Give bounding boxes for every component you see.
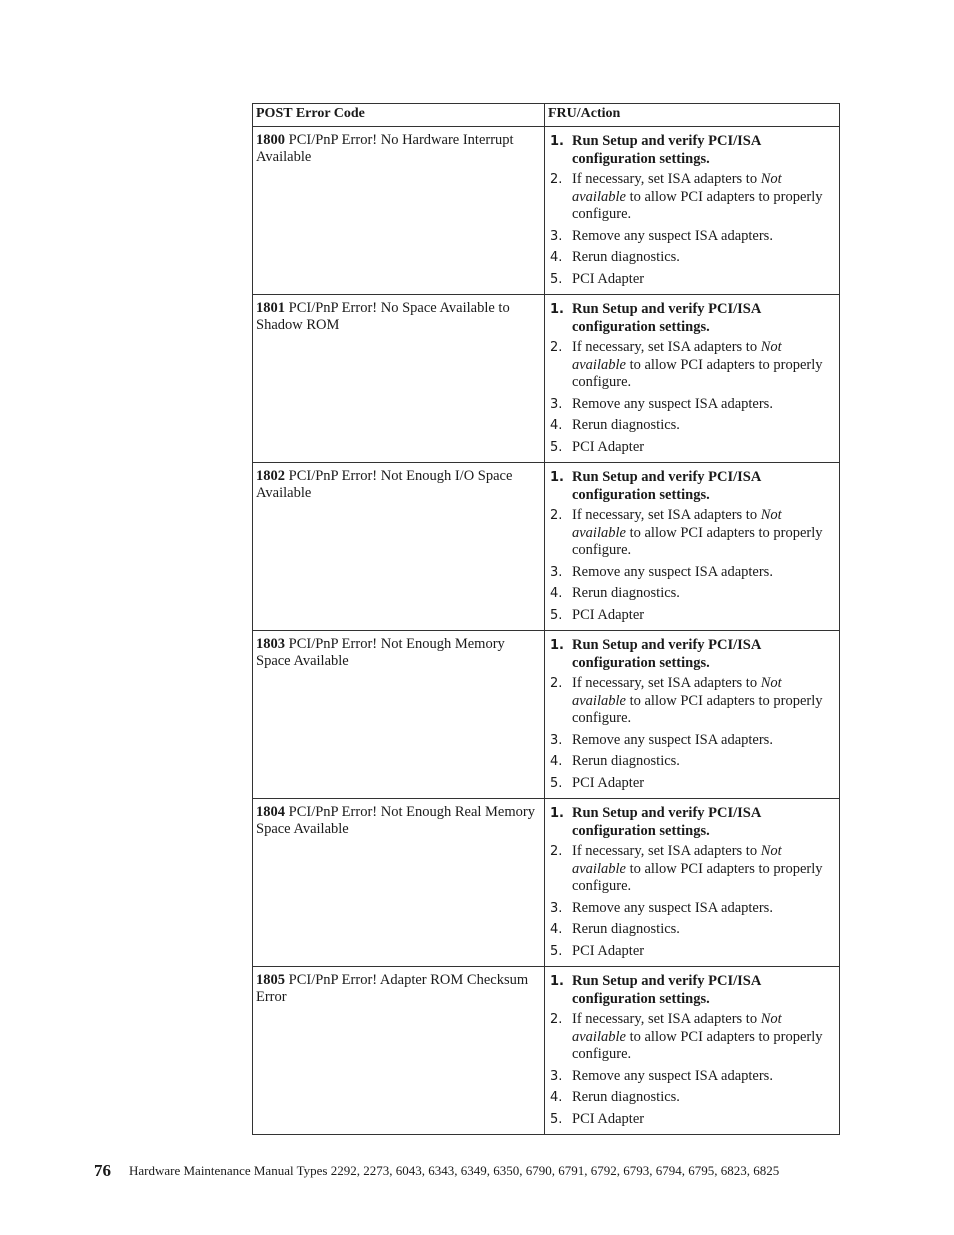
action-text: PCI Adapter <box>572 270 645 287</box>
action-number: 1. <box>550 806 564 821</box>
action-text: Remove any suspect ISA adapters. <box>572 1067 773 1084</box>
action-text: If necessary, set ISA adapters to <box>572 675 761 691</box>
action-text: Remove any suspect ISA adapters. <box>572 395 773 412</box>
action-item <box>550 417 835 435</box>
error-description: PCI/PnP Error! No Space Available to Shadow ROM <box>256 300 510 333</box>
action-item <box>550 637 835 672</box>
action-item <box>550 301 835 336</box>
action-item <box>550 396 835 414</box>
page-footer <box>94 1161 914 1183</box>
table-header-row <box>253 104 840 127</box>
action-text: Rerun diagnostics. <box>572 921 680 937</box>
action-item <box>550 564 835 582</box>
action-item <box>550 775 835 793</box>
action-number: 5. <box>550 943 563 959</box>
action-text: Rerun diagnostics. <box>572 753 680 769</box>
action-text: Remove any suspect ISA adapters. <box>572 227 773 244</box>
action-number: 3. <box>550 564 563 580</box>
footer-text: Hardware Maintenance Manual Types 2292, 2273, 6043, 6343, 6349, 6350, 6790, 6791, 6792, 6793, 6794, 6795, 6823, 6825 <box>129 1163 780 1178</box>
table-row <box>253 127 840 295</box>
action-text-italic: Not available <box>572 507 782 541</box>
action-number: 2. <box>550 676 563 691</box>
action-item <box>550 1089 835 1107</box>
action-item <box>550 805 835 840</box>
action-text-italic: Not available <box>572 339 782 373</box>
table-row <box>253 463 840 631</box>
action-number: 5. <box>550 439 563 455</box>
action-number: 3. <box>550 1068 563 1084</box>
action-text: to allow PCI adapters to properly configure. <box>572 188 823 222</box>
action-number: 3. <box>550 732 563 748</box>
error-code-cell <box>253 463 545 631</box>
action-text: Rerun diagnostics. <box>572 1089 680 1105</box>
action-item <box>550 585 835 603</box>
action-text-italic: Not available <box>572 171 782 205</box>
error-description: PCI/PnP Error! No Hardware Interrupt Available <box>256 132 514 165</box>
table-row <box>253 631 840 799</box>
post-error-table <box>252 103 840 1135</box>
action-number: 3. <box>550 228 563 244</box>
action-text: Rerun diagnostics. <box>572 249 680 265</box>
action-list <box>550 973 835 1128</box>
action-text: Remove any suspect ISA adapters. <box>572 899 773 916</box>
table-row <box>253 799 840 967</box>
action-item <box>550 249 835 267</box>
error-code-cell <box>253 799 545 967</box>
action-number: 4. <box>550 1090 563 1105</box>
action-number: 5. <box>550 1111 563 1127</box>
action-item <box>550 171 835 224</box>
error-description: PCI/PnP Error! Not Enough I/O Space Available <box>256 468 513 501</box>
action-text: Run Setup and verify PCI/ISA configuration settings. <box>572 973 761 1007</box>
action-item <box>550 675 835 728</box>
action-list <box>550 637 835 792</box>
action-text: Run Setup and verify PCI/ISA configuration settings. <box>572 469 761 503</box>
action-item <box>550 271 835 289</box>
action-text: Run Setup and verify PCI/ISA configuration settings. <box>572 637 761 671</box>
action-number: 4. <box>550 754 563 769</box>
error-code-cell <box>253 967 545 1135</box>
action-item <box>550 133 835 168</box>
action-number: 2. <box>550 844 563 859</box>
table-row <box>253 967 840 1135</box>
action-text: PCI Adapter <box>572 942 645 959</box>
action-text-italic: Not available <box>572 675 782 709</box>
fru-action-cell <box>545 967 840 1135</box>
action-text: If necessary, set ISA adapters to <box>572 1011 761 1027</box>
action-text: If necessary, set ISA adapters to <box>572 843 761 859</box>
fru-action-cell <box>545 463 840 631</box>
action-number: 1. <box>550 134 564 149</box>
error-code: 1802 <box>256 468 285 484</box>
action-text: to allow PCI adapters to properly configure. <box>572 860 823 894</box>
error-description: PCI/PnP Error! Not Enough Memory Space Available <box>256 636 505 669</box>
fru-action-cell <box>545 631 840 799</box>
action-text: PCI Adapter <box>572 774 645 791</box>
action-number: 1. <box>550 302 564 317</box>
error-code: 1804 <box>256 804 285 820</box>
action-list <box>550 133 835 288</box>
action-item <box>550 228 835 246</box>
error-code-cell <box>253 127 545 295</box>
action-item <box>550 607 835 625</box>
action-number: 5. <box>550 607 563 623</box>
table-row <box>253 295 840 463</box>
action-text: If necessary, set ISA adapters to <box>572 339 761 355</box>
action-item <box>550 753 835 771</box>
action-text: to allow PCI adapters to properly configure. <box>572 1028 823 1062</box>
action-text: Rerun diagnostics. <box>572 585 680 601</box>
action-number: 4. <box>550 922 563 937</box>
action-number: 5. <box>550 271 563 287</box>
action-number: 1. <box>550 638 564 653</box>
action-number: 2. <box>550 508 563 523</box>
action-text-italic: Not available <box>572 1011 782 1045</box>
error-code-cell <box>253 631 545 799</box>
error-code: 1805 <box>256 972 285 988</box>
action-number: 2. <box>550 172 563 187</box>
page-number: 76 <box>94 1161 111 1180</box>
error-description: PCI/PnP Error! Adapter ROM Checksum Error <box>256 972 529 1005</box>
action-list <box>550 805 835 960</box>
action-number: 3. <box>550 900 563 916</box>
action-text: Rerun diagnostics. <box>572 417 680 433</box>
action-number: 2. <box>550 1012 563 1027</box>
action-text: PCI Adapter <box>572 1110 645 1127</box>
error-code: 1801 <box>256 300 285 316</box>
action-text: to allow PCI adapters to properly configure. <box>572 356 823 390</box>
action-item <box>550 921 835 939</box>
action-item <box>550 507 835 560</box>
action-item <box>550 469 835 504</box>
action-number: 5. <box>550 775 563 791</box>
fru-action-cell <box>545 295 840 463</box>
action-list <box>550 301 835 456</box>
error-description: PCI/PnP Error! Not Enough Real Memory Space Available <box>256 804 535 837</box>
action-text: Run Setup and verify PCI/ISA configuration settings. <box>572 133 761 167</box>
action-item <box>550 973 835 1008</box>
action-number: 4. <box>550 250 563 265</box>
error-code-cell <box>253 295 545 463</box>
error-code: 1803 <box>256 636 285 652</box>
action-text-italic: Not available <box>572 843 782 877</box>
action-number: 1. <box>550 974 564 989</box>
action-number: 2. <box>550 340 563 355</box>
action-number: 3. <box>550 396 563 412</box>
action-item <box>550 1111 835 1129</box>
action-number: 4. <box>550 586 563 601</box>
header-post-error-code: POST Error Code <box>253 104 545 127</box>
action-list <box>550 469 835 624</box>
action-text: Run Setup and verify PCI/ISA configuration settings. <box>572 805 761 839</box>
action-text: to allow PCI adapters to properly configure. <box>572 692 823 726</box>
error-code: 1800 <box>256 132 285 148</box>
action-text: Remove any suspect ISA adapters. <box>572 731 773 748</box>
action-item <box>550 1068 835 1086</box>
action-item <box>550 1011 835 1064</box>
action-text: PCI Adapter <box>572 438 645 455</box>
action-item <box>550 732 835 750</box>
action-text: If necessary, set ISA adapters to <box>572 507 761 523</box>
action-number: 4. <box>550 418 563 433</box>
action-text: Run Setup and verify PCI/ISA configuration settings. <box>572 301 761 335</box>
action-text: Remove any suspect ISA adapters. <box>572 563 773 580</box>
header-fru-action: FRU/Action <box>545 104 840 127</box>
action-number: 1. <box>550 470 564 485</box>
action-item <box>550 339 835 392</box>
fru-action-cell <box>545 799 840 967</box>
fru-action-cell <box>545 127 840 295</box>
action-item <box>550 943 835 961</box>
action-text: If necessary, set ISA adapters to <box>572 171 761 187</box>
action-text: to allow PCI adapters to properly configure. <box>572 524 823 558</box>
action-item <box>550 439 835 457</box>
action-text: PCI Adapter <box>572 606 645 623</box>
action-item <box>550 900 835 918</box>
action-item <box>550 843 835 896</box>
